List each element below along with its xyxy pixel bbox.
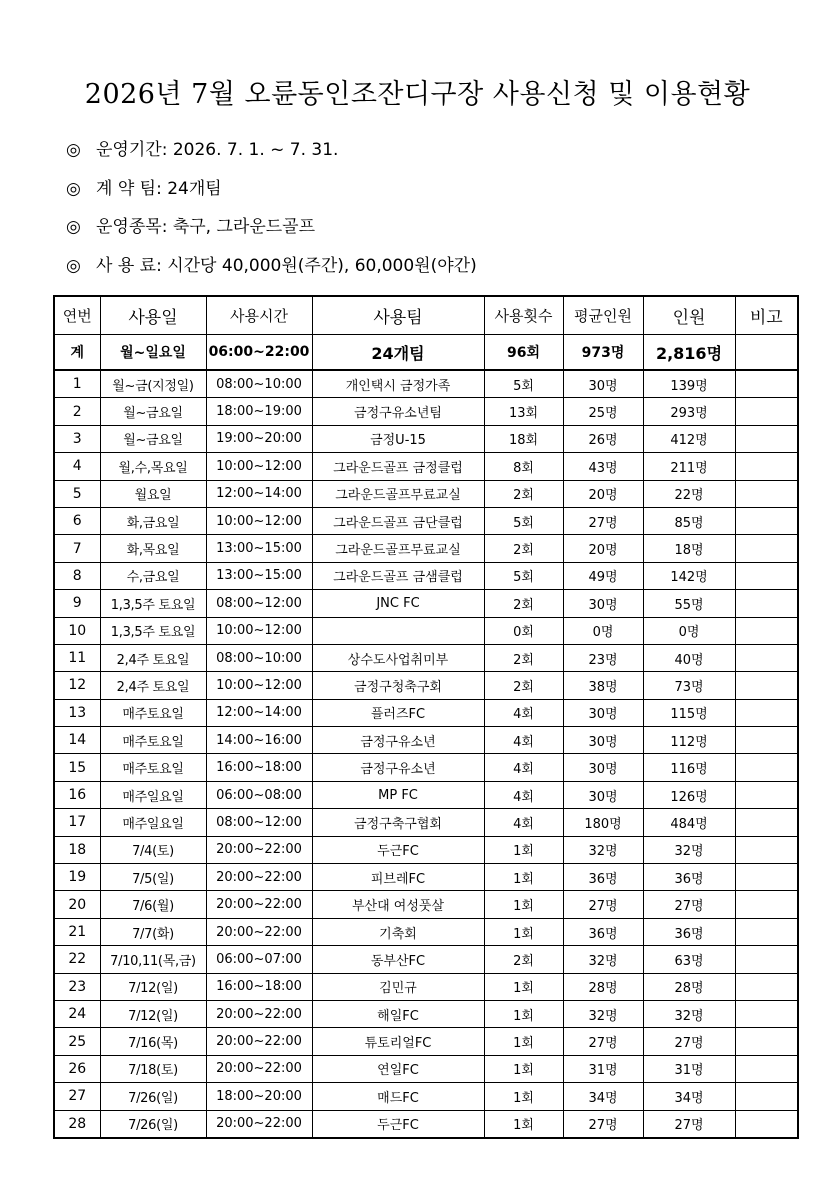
cell-count: 1회: [484, 1083, 563, 1110]
cell-people: 32명: [643, 1000, 735, 1027]
cell-no: 22: [54, 946, 100, 973]
cell-people: 27명: [643, 1028, 735, 1055]
cell-day: 월~금요일: [100, 398, 206, 425]
cell-time: 10:00~12:00: [206, 507, 312, 534]
cell-no: 23: [54, 973, 100, 1000]
cell-people: 115명: [643, 699, 735, 726]
cell-note: [735, 699, 798, 726]
cell-team: 그라운드골프무료교실: [312, 535, 484, 562]
cell-no: 9: [54, 590, 100, 617]
cell-count: 2회: [484, 590, 563, 617]
cell-no: 28: [54, 1110, 100, 1138]
cell-time: 12:00~14:00: [206, 699, 312, 726]
cell-count: 18회: [484, 425, 563, 452]
cell-time: 20:00~22:00: [206, 918, 312, 945]
cell-avg: 49명: [563, 562, 643, 589]
cell-people: 63명: [643, 946, 735, 973]
cell-day: 화,금요일: [100, 507, 206, 534]
cell-team: 기축회: [312, 918, 484, 945]
cell-team: 그라운드골프 금샘클럽: [312, 562, 484, 589]
cell-time: 18:00~20:00: [206, 1083, 312, 1110]
cell-avg: 26명: [563, 425, 643, 452]
page-title: 2026년 7월 오륜동인조잔디구장 사용신청 및 이용현황: [84, 79, 751, 110]
cell-note: [735, 644, 798, 671]
cell-day: 월,수,목요일: [100, 453, 206, 480]
cell-note: [735, 891, 798, 918]
cell-people: 18명: [643, 535, 735, 562]
table-row: [54, 480, 798, 507]
double-circle-icon: ◎: [66, 140, 81, 160]
table-row: [54, 425, 798, 452]
cell-people: 40명: [643, 644, 735, 671]
cell-time: 20:00~22:00: [206, 836, 312, 863]
cell-day: 화,목요일: [100, 535, 206, 562]
cell-avg: 28명: [563, 973, 643, 1000]
cell-day: 2,4주 토요일: [100, 644, 206, 671]
cell-count: 1회: [484, 1055, 563, 1082]
cell-note: [735, 1055, 798, 1082]
table-row: [54, 562, 798, 589]
table-row: [54, 946, 798, 973]
total-no: 계: [54, 335, 100, 371]
table-row: [54, 1110, 798, 1138]
cell-day: 1,3,5주 토요일: [100, 617, 206, 644]
cell-people: 142명: [643, 562, 735, 589]
cell-team: 김민규: [312, 973, 484, 1000]
cell-count: 2회: [484, 535, 563, 562]
cell-time: 20:00~22:00: [206, 1055, 312, 1082]
cell-day: 7/26(일): [100, 1110, 206, 1138]
table-row: [54, 453, 798, 480]
cell-avg: 27명: [563, 891, 643, 918]
cell-no: 25: [54, 1028, 100, 1055]
cell-avg: 34명: [563, 1083, 643, 1110]
cell-day: 7/26(일): [100, 1083, 206, 1110]
cell-no: 19: [54, 864, 100, 891]
cell-day: 1,3,5주 토요일: [100, 590, 206, 617]
table-row: [54, 836, 798, 863]
cell-note: [735, 946, 798, 973]
cell-time: 06:00~07:00: [206, 946, 312, 973]
table-row: [54, 699, 798, 726]
cell-count: 2회: [484, 480, 563, 507]
cell-no: 16: [54, 781, 100, 808]
total-people: 2,816명: [643, 335, 735, 371]
total-row: [54, 335, 798, 371]
cell-count: 1회: [484, 973, 563, 1000]
cell-team: 동부산FC: [312, 946, 484, 973]
cell-note: [735, 425, 798, 452]
table-row: [54, 590, 798, 617]
cell-people: 55명: [643, 590, 735, 617]
cell-time: 10:00~12:00: [206, 453, 312, 480]
cell-time: 16:00~18:00: [206, 754, 312, 781]
cell-team: 플러즈FC: [312, 699, 484, 726]
cell-day: 월~금요일: [100, 425, 206, 452]
header-total: 인원: [643, 296, 735, 335]
cell-day: 월~금(지정일): [100, 370, 206, 398]
cell-time: 16:00~18:00: [206, 973, 312, 1000]
cell-avg: 180명: [563, 809, 643, 836]
cell-time: 06:00~08:00: [206, 781, 312, 808]
table-row: [54, 891, 798, 918]
cell-people: 126명: [643, 781, 735, 808]
cell-team: 그라운드골프 금정클럽: [312, 453, 484, 480]
cell-time: 10:00~12:00: [206, 672, 312, 699]
cell-people: 293명: [643, 398, 735, 425]
cell-no: 3: [54, 425, 100, 452]
table-row: [54, 535, 798, 562]
cell-team: JNC FC: [312, 590, 484, 617]
cell-day: 매주일요일: [100, 781, 206, 808]
cell-avg: 30명: [563, 727, 643, 754]
cell-count: 5회: [484, 507, 563, 534]
cell-people: 27명: [643, 1110, 735, 1138]
cell-people: 32명: [643, 836, 735, 863]
cell-no: 24: [54, 1000, 100, 1027]
table-row: [54, 1083, 798, 1110]
cell-note: [735, 562, 798, 589]
cell-day: 7/12(일): [100, 973, 206, 1000]
cell-team: 연일FC: [312, 1055, 484, 1082]
header-no: 연번: [54, 296, 100, 335]
cell-team: 금정구유소년팀: [312, 398, 484, 425]
cell-count: 1회: [484, 891, 563, 918]
cell-count: 1회: [484, 1110, 563, 1138]
table-row: [54, 617, 798, 644]
cell-time: 08:00~10:00: [206, 370, 312, 398]
cell-no: 21: [54, 918, 100, 945]
cell-count: 1회: [484, 864, 563, 891]
header-team: 사용팀: [312, 296, 484, 335]
info-line-sports: [66, 213, 477, 252]
cell-people: 116명: [643, 754, 735, 781]
cell-note: [735, 973, 798, 1000]
total-team: 24개팀: [312, 335, 484, 371]
cell-avg: 27명: [563, 1110, 643, 1138]
cell-note: [735, 480, 798, 507]
table-row: [54, 1000, 798, 1027]
cell-day: 7/4(토): [100, 836, 206, 863]
cell-note: [735, 398, 798, 425]
cell-count: 4회: [484, 809, 563, 836]
cell-time: 20:00~22:00: [206, 1110, 312, 1138]
cell-no: 7: [54, 535, 100, 562]
cell-day: 7/5(일): [100, 864, 206, 891]
table-row: [54, 644, 798, 671]
cell-note: [735, 1000, 798, 1027]
info-line-fee: [66, 252, 477, 291]
table-row: [54, 781, 798, 808]
cell-avg: 25명: [563, 398, 643, 425]
cell-team: [312, 617, 484, 644]
cell-count: 2회: [484, 946, 563, 973]
cell-team: 해일FC: [312, 1000, 484, 1027]
info-period-text: 운영기간: 2026. 7. 1. ~ 7. 31.: [96, 140, 339, 160]
cell-people: 85명: [643, 507, 735, 534]
cell-avg: 32명: [563, 836, 643, 863]
cell-count: 4회: [484, 727, 563, 754]
cell-people: 211명: [643, 453, 735, 480]
cell-time: 19:00~20:00: [206, 425, 312, 452]
cell-count: 4회: [484, 699, 563, 726]
cell-people: 73명: [643, 672, 735, 699]
cell-avg: 30명: [563, 590, 643, 617]
schedule-table: [53, 295, 799, 1139]
cell-people: 31명: [643, 1055, 735, 1082]
info-fee-text: 사 용 료: 시간당 40,000원(주간), 60,000원(야간): [96, 255, 477, 276]
cell-count: 5회: [484, 370, 563, 398]
cell-no: 11: [54, 644, 100, 671]
table-row: [54, 918, 798, 945]
cell-time: 08:00~12:00: [206, 590, 312, 617]
cell-team: 두근FC: [312, 1110, 484, 1138]
cell-no: 5: [54, 480, 100, 507]
cell-count: 1회: [484, 1000, 563, 1027]
table-row: [54, 1055, 798, 1082]
cell-no: 26: [54, 1055, 100, 1082]
cell-avg: 20명: [563, 535, 643, 562]
cell-avg: 38명: [563, 672, 643, 699]
cell-day: 매주일요일: [100, 809, 206, 836]
cell-day: 매주토요일: [100, 699, 206, 726]
cell-people: 412명: [643, 425, 735, 452]
cell-count: 13회: [484, 398, 563, 425]
cell-no: 27: [54, 1083, 100, 1110]
cell-avg: 32명: [563, 1000, 643, 1027]
cell-time: 08:00~12:00: [206, 809, 312, 836]
cell-day: 7/16(목): [100, 1028, 206, 1055]
table-row: [54, 1028, 798, 1055]
info-sports-text: 운영종목: 축구, 그라운드골프: [96, 217, 316, 237]
cell-day: 7/12(일): [100, 1000, 206, 1027]
cell-note: [735, 836, 798, 863]
table-row: [54, 727, 798, 754]
cell-note: [735, 1083, 798, 1110]
header-day: 사용일: [100, 296, 206, 335]
cell-avg: 30명: [563, 754, 643, 781]
cell-people: 36명: [643, 918, 735, 945]
total-day: 월~일요일: [100, 335, 206, 371]
cell-team: 금정구청축구회: [312, 672, 484, 699]
cell-time: 12:00~14:00: [206, 480, 312, 507]
cell-avg: 27명: [563, 1028, 643, 1055]
cell-team: 피브레FC: [312, 864, 484, 891]
cell-no: 8: [54, 562, 100, 589]
cell-count: 4회: [484, 754, 563, 781]
cell-time: 20:00~22:00: [206, 1028, 312, 1055]
cell-avg: 30명: [563, 781, 643, 808]
double-circle-icon: ◎: [66, 217, 81, 237]
header-note: 비고: [735, 296, 798, 335]
cell-no: 2: [54, 398, 100, 425]
cell-avg: 31명: [563, 1055, 643, 1082]
table-row: [54, 507, 798, 534]
cell-time: 13:00~15:00: [206, 535, 312, 562]
cell-time: 20:00~22:00: [206, 864, 312, 891]
cell-day: 매주토요일: [100, 754, 206, 781]
cell-people: 22명: [643, 480, 735, 507]
cell-avg: 32명: [563, 946, 643, 973]
cell-count: 5회: [484, 562, 563, 589]
cell-avg: 43명: [563, 453, 643, 480]
cell-note: [735, 864, 798, 891]
cell-count: 1회: [484, 918, 563, 945]
cell-people: 28명: [643, 973, 735, 1000]
cell-team: 튜토리얼FC: [312, 1028, 484, 1055]
cell-avg: 36명: [563, 918, 643, 945]
cell-no: 1: [54, 370, 100, 398]
double-circle-icon: ◎: [66, 178, 81, 199]
cell-team: 두근FC: [312, 836, 484, 863]
cell-note: [735, 535, 798, 562]
cell-no: 14: [54, 727, 100, 754]
table-row: [54, 864, 798, 891]
cell-note: [735, 781, 798, 808]
cell-day: 2,4주 토요일: [100, 672, 206, 699]
cell-no: 17: [54, 809, 100, 836]
cell-team: 금정구유소년: [312, 727, 484, 754]
cell-count: 2회: [484, 672, 563, 699]
cell-people: 0명: [643, 617, 735, 644]
table-row: [54, 809, 798, 836]
table-row: [54, 672, 798, 699]
cell-team: 그라운드골프무료교실: [312, 480, 484, 507]
cell-no: 4: [54, 453, 100, 480]
total-avg: 973명: [563, 335, 643, 371]
cell-team: 금정U-15: [312, 425, 484, 452]
cell-avg: 30명: [563, 699, 643, 726]
cell-note: [735, 809, 798, 836]
double-circle-icon: ◎: [66, 255, 81, 276]
cell-avg: 0명: [563, 617, 643, 644]
cell-team: 매드FC: [312, 1083, 484, 1110]
cell-no: 13: [54, 699, 100, 726]
cell-team: 부산대 여성풋살: [312, 891, 484, 918]
cell-no: 18: [54, 836, 100, 863]
cell-note: [735, 507, 798, 534]
cell-note: [735, 1028, 798, 1055]
info-line-teams: [66, 175, 477, 214]
cell-count: 0회: [484, 617, 563, 644]
header-count: 사용횟수: [484, 296, 563, 335]
cell-team: 상수도사업취미부: [312, 644, 484, 671]
info-section: [66, 136, 477, 290]
cell-day: 7/6(월): [100, 891, 206, 918]
header-row: [54, 296, 798, 335]
cell-team: 개인택시 금정가족: [312, 370, 484, 398]
table-row: [54, 754, 798, 781]
cell-time: 20:00~22:00: [206, 1000, 312, 1027]
cell-avg: 30명: [563, 370, 643, 398]
cell-note: [735, 370, 798, 398]
cell-team: 금정구축구협회: [312, 809, 484, 836]
cell-people: 36명: [643, 864, 735, 891]
cell-day: 매주토요일: [100, 727, 206, 754]
cell-day: 7/7(화): [100, 918, 206, 945]
info-line-period: [66, 136, 477, 175]
table-row: [54, 370, 798, 398]
header-avg: 평균인원: [563, 296, 643, 335]
cell-time: 20:00~22:00: [206, 891, 312, 918]
cell-people: 139명: [643, 370, 735, 398]
cell-team: MP FC: [312, 781, 484, 808]
cell-count: 8회: [484, 453, 563, 480]
table-row: [54, 398, 798, 425]
cell-count: 4회: [484, 781, 563, 808]
cell-time: 13:00~15:00: [206, 562, 312, 589]
table-row: [54, 973, 798, 1000]
cell-note: [735, 754, 798, 781]
cell-team: 금정구유소년: [312, 754, 484, 781]
cell-people: 27명: [643, 891, 735, 918]
cell-time: 10:00~12:00: [206, 617, 312, 644]
cell-no: 12: [54, 672, 100, 699]
cell-no: 20: [54, 891, 100, 918]
cell-time: 18:00~19:00: [206, 398, 312, 425]
cell-avg: 36명: [563, 864, 643, 891]
cell-time: 08:00~10:00: [206, 644, 312, 671]
total-count: 96회: [484, 335, 563, 371]
cell-day: 월요일: [100, 480, 206, 507]
cell-no: 6: [54, 507, 100, 534]
total-note: [735, 335, 798, 371]
info-teams-text: 계 약 팀: 24개팀: [96, 178, 222, 199]
cell-count: 1회: [484, 836, 563, 863]
cell-note: [735, 617, 798, 644]
cell-note: [735, 672, 798, 699]
cell-note: [735, 590, 798, 617]
cell-no: 10: [54, 617, 100, 644]
cell-people: 34명: [643, 1083, 735, 1110]
cell-avg: 20명: [563, 480, 643, 507]
cell-count: 1회: [484, 1028, 563, 1055]
header-time: 사용시간: [206, 296, 312, 335]
cell-note: [735, 1110, 798, 1138]
cell-people: 484명: [643, 809, 735, 836]
cell-no: 15: [54, 754, 100, 781]
cell-avg: 23명: [563, 644, 643, 671]
cell-time: 14:00~16:00: [206, 727, 312, 754]
cell-team: 그라운드골프 금단클럽: [312, 507, 484, 534]
cell-count: 2회: [484, 644, 563, 671]
cell-avg: 27명: [563, 507, 643, 534]
cell-note: [735, 918, 798, 945]
cell-day: 7/18(토): [100, 1055, 206, 1082]
cell-people: 112명: [643, 727, 735, 754]
cell-day: 수,금요일: [100, 562, 206, 589]
cell-note: [735, 453, 798, 480]
cell-day: 7/10,11(목,금): [100, 946, 206, 973]
total-time: 06:00~22:00: [206, 335, 312, 371]
cell-note: [735, 727, 798, 754]
